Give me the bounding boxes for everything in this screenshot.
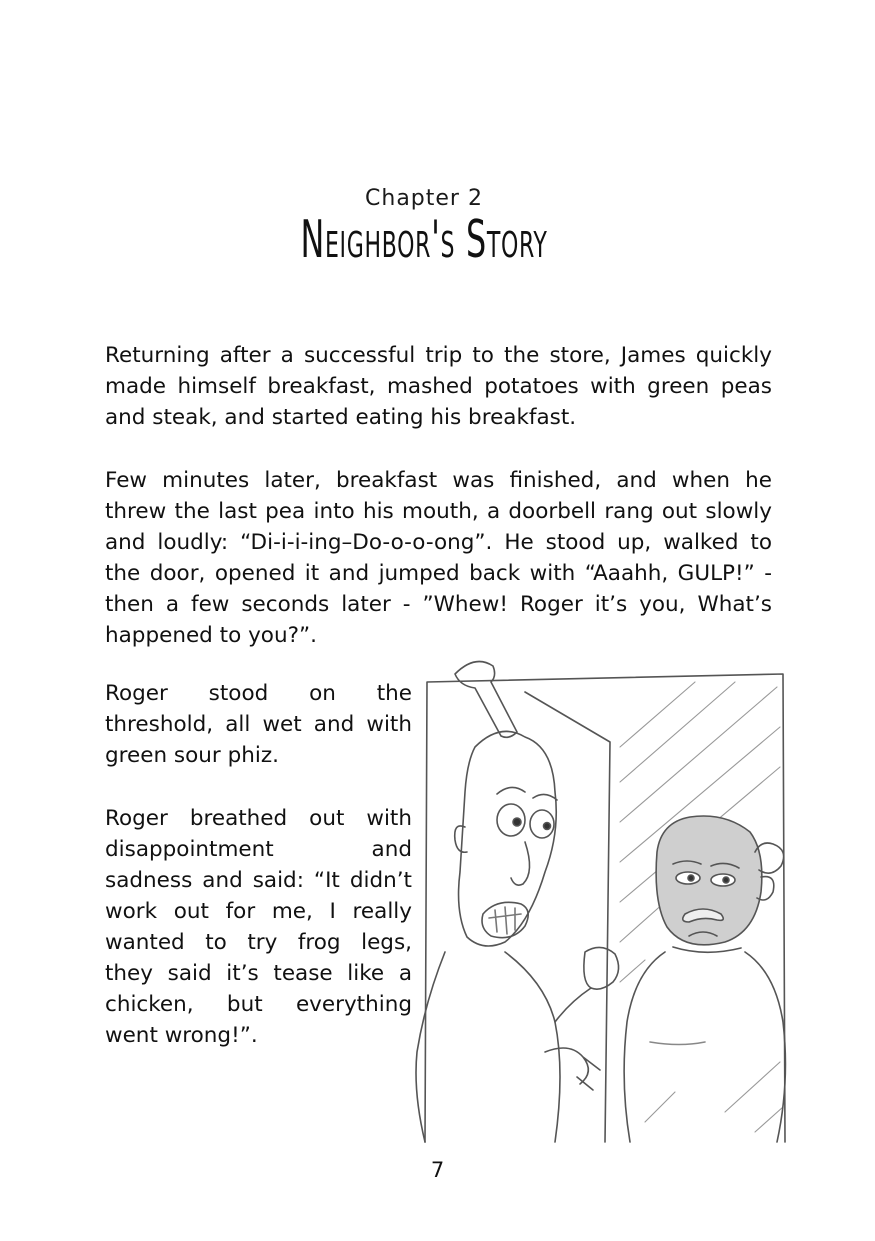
roger-hand [584, 947, 619, 989]
roger-hat [455, 662, 517, 738]
door-panel [525, 692, 610, 1142]
story-paragraph-2: Few minutes later, breakfast was finished, and when he threw the last pea into his mouth, a doorbell rang out slowly and loudly: “Di-i-i-ing–Do-o-o-ong”. He stood up, walked to the door, opened it and jumped back with “Aaahh, GULP!” - then a few seconds later - ”Whew! Roger it’s you, What’s happened to you?”. [105, 468, 772, 648]
roger-body [416, 952, 560, 1142]
illustration-roger-and-james [405, 652, 790, 1149]
james-body [624, 947, 785, 1142]
story-paragraph-3: Roger stood on the threshold, all wet and with green sour phiz. [105, 681, 412, 768]
chapter-title: Neighbor's Story [300, 210, 548, 270]
james-head [656, 816, 762, 945]
story-paragraph-4: Roger breathed out with disappointment and sadness and said: “It didn’t work out for me, I really wanted to try frog legs, they said it’s tease like a chicken, but everything went wrong!”. [105, 806, 412, 1048]
chapter-label: Chapter 2 [365, 186, 483, 211]
story-paragraph-1: Returning after a successful trip to the store, James quickly made himself breakfast, mashed potatoes with green peas and steak, and started eating his breakfast. [105, 343, 772, 430]
page-number: 7 [430, 1158, 445, 1182]
